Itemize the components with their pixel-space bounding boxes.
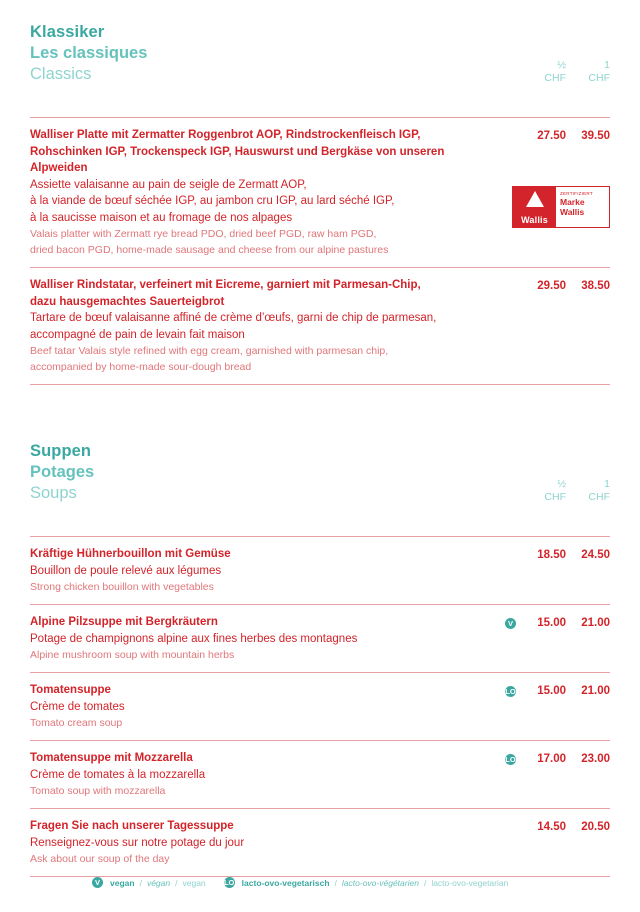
wallis-certified-label: ZERTIFIZIERT xyxy=(560,191,593,196)
unit-half-label: ½ xyxy=(557,478,566,490)
menu-item-name-fr: Assiette valaisanne au pain de seigle de Zermatt AOP, xyxy=(30,178,307,191)
menu-item-name-de: Kräftige Hühnerbouillon mit Gemüse xyxy=(30,548,231,560)
vegan-icon: V xyxy=(92,877,103,888)
menu-item-name-fr: Tartare de bœuf valaisanne affiné de crème d’œufs, garni de chip de parmesan, xyxy=(30,312,437,324)
star-icon xyxy=(526,191,544,207)
menu-item-name-de: Walliser Platte mit Zermatter Roggenbrot AOP, Rindstrockenfleisch IGP, xyxy=(30,129,421,141)
menu-item[interactable] xyxy=(30,118,610,268)
wallis-certification-logo xyxy=(512,186,610,228)
currency-half-label: CHF xyxy=(544,72,566,84)
menu-item-prices xyxy=(480,818,610,836)
legend-separator: / xyxy=(423,877,427,888)
price-half: 15.00 xyxy=(537,685,566,697)
section-soups xyxy=(30,419,610,877)
menu-item-description xyxy=(30,127,480,258)
unit-full-label: 1 xyxy=(604,59,610,71)
section-title-fr: Potages xyxy=(30,463,95,481)
price-full: 39.50 xyxy=(581,130,610,142)
vegan-icon: V xyxy=(505,618,516,629)
currency-full-label: CHF xyxy=(588,72,610,84)
menu-item-prices xyxy=(480,614,610,633)
diet-marker xyxy=(488,615,522,633)
price-full: 24.50 xyxy=(581,549,610,561)
menu-item[interactable] xyxy=(30,741,610,809)
menu-item[interactable] xyxy=(30,268,610,385)
currency-full-label: CHF xyxy=(588,491,610,503)
menu-item-prices xyxy=(480,127,610,145)
price-full: 23.00 xyxy=(581,753,610,765)
menu-item[interactable] xyxy=(30,537,610,605)
section-classics xyxy=(30,0,610,385)
menu-item[interactable] xyxy=(30,605,610,673)
diet-marker xyxy=(488,683,522,701)
menu-item-name-en: Alpine mushroom soup with mountain herbs xyxy=(30,649,235,661)
menu-item-name-en: Valais platter with Zermatt rye bread PDO, dried beef PGD, raw ham PGD, xyxy=(30,228,377,240)
menu-item-name-de-2: Rohschinken IGP, Trockenspeck IGP, Hauswurst und Bergkäse von unseren Alpweiden xyxy=(30,145,445,174)
menu-item-description xyxy=(30,818,480,867)
price-half: 14.50 xyxy=(537,821,566,833)
menu-item-description xyxy=(30,277,480,375)
legend-vegan-en: vegan xyxy=(182,877,206,888)
legend-lacto-de: lacto-ovo-vegetarisch xyxy=(241,877,330,888)
menu-item-name-fr-2: à la viande de bœuf séchée IGP, au jambon cru IGP, au lard séché IGP, xyxy=(30,195,395,207)
menu-item-name-de: Fragen Sie nach unserer Tagessuppe xyxy=(30,820,234,832)
menu-item-description xyxy=(30,750,480,799)
legend-separator: / xyxy=(139,877,142,888)
menu-item-name-fr-3: à la saucisse maison et au fromage de nos alpages xyxy=(30,211,293,224)
menu-item-name-de: Walliser Rindstatar, verfeinert mit Eicreme, garniert mit Parmesan-Chip, xyxy=(30,279,421,291)
price-half: 17.00 xyxy=(537,753,566,765)
section-title-en: Soups xyxy=(30,484,77,502)
wallis-logo-text xyxy=(556,187,609,227)
menu-item-name-en: Tomato cream soup xyxy=(30,717,123,729)
menu-item[interactable] xyxy=(30,809,610,877)
menu-item-name-en: Ask about our soup of the day xyxy=(30,853,170,865)
menu-item-prices xyxy=(480,682,610,701)
price-full: 20.50 xyxy=(581,821,610,833)
menu-item-name-fr: Crème de tomates xyxy=(30,700,125,713)
legend-separator: / xyxy=(175,877,178,888)
menu-item-name-en: Tomato soup with mozzarella xyxy=(30,785,166,797)
diet-marker xyxy=(488,751,522,769)
price-half: 18.50 xyxy=(537,549,566,561)
soups-item-list xyxy=(30,536,610,877)
section-title-en: Classics xyxy=(30,65,92,83)
unit-full-label: 1 xyxy=(604,478,610,490)
currency-half-label: CHF xyxy=(544,491,566,503)
menu-item-name-en: Strong chicken bouillon with vegetables xyxy=(30,581,214,593)
price-half: 29.50 xyxy=(537,280,566,292)
wallis-brand-text: Wallis xyxy=(521,215,548,225)
menu-item-description xyxy=(30,546,480,595)
unit-half-label: ½ xyxy=(557,59,566,71)
menu-item[interactable] xyxy=(30,673,610,741)
menu-item-name-fr: Crème de tomates à la mozzarella xyxy=(30,768,206,781)
menu-item-prices xyxy=(480,546,610,564)
lacto-ovo-vegetarian-icon: LO xyxy=(505,687,516,697)
section-spacer xyxy=(30,385,610,419)
legend-separator: / xyxy=(334,877,337,888)
menu-item-prices xyxy=(480,277,610,295)
menu-item-prices xyxy=(480,750,610,769)
menu-item-name-en-2: accompanied by home-made sour-dough bread xyxy=(30,361,252,373)
section-title-de: Klassiker xyxy=(30,23,105,41)
price-half: 15.00 xyxy=(537,617,566,629)
section-title-de: Suppen xyxy=(30,442,92,460)
menu-item-name-fr: Potage de champignons alpine aux fines herbes des montagnes xyxy=(30,632,358,645)
menu-item-name-en-2: dried bacon PGD, home-made sausage and cheese from our alpine pastures xyxy=(30,244,389,256)
menu-item-name-fr: Bouillon de poule relevé aux légumes xyxy=(30,564,222,577)
price-full: 21.00 xyxy=(581,685,610,697)
legend-lacto-fr: lacto-ovo-végétarien xyxy=(341,877,419,888)
price-half: 27.50 xyxy=(537,130,566,142)
diet-legend xyxy=(30,877,610,888)
wallis-logo-mark xyxy=(513,187,556,227)
menu-item-name-en: Beef tatar Valais style refined with egg cream, garnished with parmesan chip, xyxy=(30,345,389,357)
legend-vegan-fr: végan xyxy=(146,877,171,888)
wallis-label-line2: Wallis xyxy=(560,207,585,217)
menu-item-name-de: Alpine Pilzsuppe mit Bergkräutern xyxy=(30,616,218,628)
section-title-fr: Les classiques xyxy=(30,44,148,62)
menu-item-name-fr-2: accompagné de pain de levain fait maison xyxy=(30,328,245,341)
classics-item-list xyxy=(30,117,610,385)
menu-item-description xyxy=(30,682,480,731)
legend-lacto-en: lacto-ovo-vegetarian xyxy=(431,877,509,888)
wallis-label-line1: Marke xyxy=(560,197,585,207)
legend-vegan-de: vegan xyxy=(110,877,135,888)
price-full: 38.50 xyxy=(581,280,610,292)
lacto-ovo-vegetarian-icon: LO xyxy=(223,878,235,887)
lacto-ovo-vegetarian-icon: LO xyxy=(505,755,516,765)
menu-item-name-de: Tomatensuppe xyxy=(30,684,111,696)
menu-item-name-fr: Renseignez-vous sur notre potage du jour xyxy=(30,836,245,849)
price-full: 21.00 xyxy=(581,617,610,629)
menu-item-description xyxy=(30,614,480,663)
menu-item-name-de-2: dazu hausgemachtes Sauerteigbrot xyxy=(30,295,225,308)
menu-item-name-de: Tomatensuppe mit Mozzarella xyxy=(30,752,193,764)
